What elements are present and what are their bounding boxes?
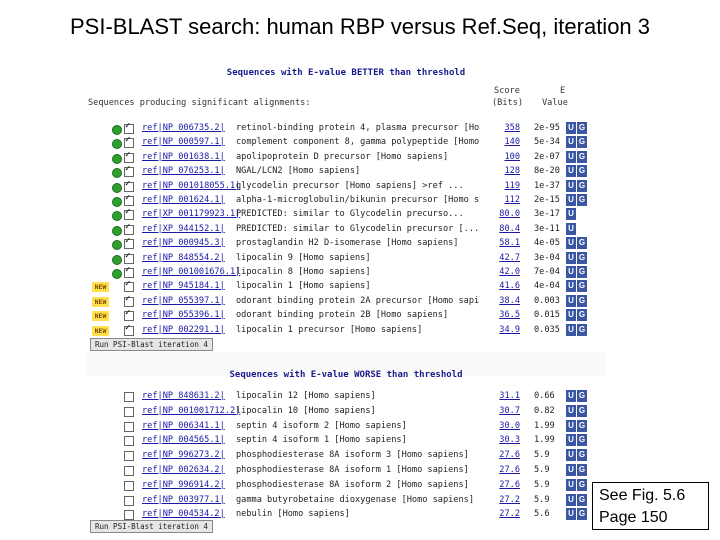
select-checkbox[interactable] <box>124 239 134 249</box>
select-checkbox[interactable] <box>124 496 134 506</box>
e-value: 3e-11 <box>534 223 560 234</box>
score-link[interactable]: 27.2 <box>499 494 520 505</box>
gene-icon[interactable]: G <box>578 420 586 430</box>
gene-icon[interactable]: G <box>578 450 586 460</box>
e-value: 1.99 <box>534 435 555 446</box>
new-badge: NEW <box>92 297 109 307</box>
select-checkbox[interactable] <box>124 124 134 134</box>
accession-link[interactable]: ref|NP_945184.1| <box>142 281 225 292</box>
score-link[interactable]: 27.6 <box>499 479 520 490</box>
status-dot-icon <box>112 269 122 279</box>
result-row <box>86 151 606 165</box>
gene-icon[interactable]: G <box>578 310 586 320</box>
result-row <box>86 266 606 280</box>
caption-line-1: See Fig. 5.6 <box>599 487 686 504</box>
accession-link[interactable]: ref|NP_848554.2| <box>142 252 225 263</box>
new-badge: NEW <box>92 326 109 336</box>
gene-icon[interactable]: G <box>578 238 586 248</box>
description: PREDICTED: similar to Glycodelin precurso... <box>236 209 464 220</box>
status-dot-icon <box>112 125 122 135</box>
e-value: 5.9 <box>534 450 550 461</box>
unigene-icon[interactable]: U <box>566 309 576 321</box>
description: odorant binding protein 2B [Homo sapiens] <box>236 310 449 321</box>
score-link[interactable]: 30.3 <box>499 435 520 446</box>
gene-icon[interactable]: G <box>578 324 586 334</box>
score-link[interactable]: 112 <box>504 195 520 205</box>
e-value: 0.82 <box>534 405 555 416</box>
score-link[interactable]: 140 <box>504 137 520 148</box>
gene-icon[interactable]: G <box>578 180 586 190</box>
accession-link[interactable]: ref|NP_076253.1| <box>142 166 225 177</box>
gene-icon[interactable]: G <box>578 479 586 489</box>
score-link[interactable]: 119 <box>504 180 520 191</box>
caption-line-2: Page 150 <box>599 509 668 526</box>
accession-link[interactable]: ref|NP_996273.2| <box>142 450 225 461</box>
status-dot-icon <box>112 139 122 149</box>
select-checkbox[interactable] <box>124 466 134 476</box>
e-value: 8e-20 <box>534 166 560 177</box>
e-value: 2e-95 <box>534 123 560 133</box>
unigene-icon[interactable]: U <box>566 405 576 417</box>
unigene-icon[interactable]: U <box>566 295 576 307</box>
result-row <box>86 223 606 237</box>
status-dot-icon <box>112 197 122 207</box>
gene-icon[interactable]: G <box>578 465 586 474</box>
result-row <box>86 180 606 194</box>
e-value: 0.035 <box>534 324 560 335</box>
score-link[interactable]: 358 <box>504 123 520 133</box>
unigene-icon[interactable]: U <box>566 449 576 461</box>
gene-icon[interactable]: G <box>578 405 586 415</box>
status-dot-icon <box>112 211 122 221</box>
score-link[interactable]: 41.6 <box>499 281 520 292</box>
accession-link[interactable]: ref|NP_000945.3| <box>142 238 225 249</box>
result-row <box>86 237 606 251</box>
worse-section-header: Sequences with E-value WORSE than threshold <box>229 370 463 380</box>
description: glycodelin precursor [Homo sapiens] >ref ... <box>236 180 464 191</box>
unigene-icon[interactable]: U <box>566 479 576 491</box>
score-link[interactable]: 80.0 <box>499 209 520 220</box>
unigene-icon[interactable]: U <box>566 194 576 206</box>
result-row <box>86 420 606 434</box>
score-link[interactable]: 31.1 <box>499 391 520 401</box>
description: NGAL/LCN2 [Homo sapiens] <box>236 166 361 177</box>
unigene-icon[interactable]: U <box>566 165 576 177</box>
unigene-icon[interactable]: U <box>566 420 576 432</box>
description: lipocalin 8 [Homo sapiens] <box>236 267 371 277</box>
e-value: 7e-04 <box>534 267 560 277</box>
accession-link[interactable]: ref|NP_001638.1| <box>142 151 225 162</box>
description: phosphodiesterase 8A isoform 2 [Homo sapiens] <box>236 479 469 490</box>
select-checkbox[interactable] <box>124 196 134 206</box>
result-row <box>86 122 606 136</box>
result-row <box>86 194 606 208</box>
status-dot-icon <box>112 240 122 250</box>
accession-link[interactable]: ref|NP_055396.1| <box>142 310 225 321</box>
accession-link[interactable]: ref|XP_001179923.1| <box>142 209 241 220</box>
e-value: 1.99 <box>534 420 555 431</box>
e-value: 5.9 <box>534 465 550 475</box>
better-section-header: Sequences with E-value BETTER than threshold <box>226 68 466 78</box>
run-iteration-button[interactable]: Run PSI-Blast iteration 4 <box>90 338 213 351</box>
new-badge: NEW <box>92 311 109 321</box>
e-value: 0.003 <box>534 295 560 306</box>
description: lipocalin 9 [Homo sapiens] <box>236 252 371 263</box>
result-row <box>86 324 606 338</box>
accession-link[interactable]: ref|NP_006341.1| <box>142 420 225 431</box>
accession-link[interactable]: ref|NP_001001712.2| <box>142 405 241 416</box>
score-label: Score <box>494 86 520 96</box>
select-checkbox[interactable] <box>124 268 134 278</box>
score-link[interactable]: 36.5 <box>499 310 520 321</box>
e-value: 4e-05 <box>534 238 560 249</box>
gene-icon[interactable]: G <box>578 267 586 276</box>
score-link[interactable]: 34.9 <box>499 324 520 335</box>
result-row <box>86 280 606 294</box>
gene-icon[interactable]: G <box>578 281 586 291</box>
gene-icon[interactable]: G <box>578 252 586 262</box>
accession-link[interactable]: ref|NP_996914.2| <box>142 479 225 490</box>
status-dot-icon <box>112 168 122 178</box>
status-dot-icon <box>112 154 122 164</box>
unigene-icon[interactable]: U <box>566 180 576 192</box>
gene-icon[interactable]: G <box>578 391 586 400</box>
unigene-icon[interactable]: U <box>566 434 576 446</box>
select-checkbox[interactable] <box>124 182 134 192</box>
result-row <box>86 494 606 508</box>
score-link[interactable]: 100 <box>504 151 520 162</box>
alignments-label: Sequences producing significant alignments: <box>88 98 311 108</box>
accession-link[interactable]: ref|NP_001001676.1| <box>142 267 241 277</box>
select-checkbox[interactable] <box>124 436 134 446</box>
score-link[interactable]: 58.1 <box>499 238 520 249</box>
unigene-icon[interactable]: U <box>566 508 576 520</box>
score-link[interactable]: 38.4 <box>499 295 520 306</box>
gene-icon[interactable]: G <box>578 494 586 504</box>
e-value: 3e-04 <box>534 252 560 263</box>
select-checkbox[interactable] <box>124 167 134 177</box>
score-link[interactable]: 42.0 <box>499 267 520 277</box>
description: phosphodiesterase 8A isoform 1 [Homo sapiens] <box>236 465 469 475</box>
description: complement component 8, gamma polypeptide [Homo <box>236 137 480 148</box>
e-value: 0.66 <box>534 391 555 401</box>
unigene-icon[interactable]: U <box>566 390 576 402</box>
e-value: 2e-07 <box>534 151 560 162</box>
description: retinol-binding protein 4, plasma precursor [Ho <box>236 123 480 133</box>
score-link[interactable]: 80.4 <box>499 223 520 234</box>
description: odorant binding protein 2A precursor [Homo sapi <box>236 295 480 306</box>
description: apolipoprotein D precursor [Homo sapiens] <box>236 151 449 162</box>
result-row <box>86 434 606 448</box>
accession-link[interactable]: ref|NP_001018055.1| <box>142 180 241 191</box>
select-checkbox[interactable] <box>124 510 134 520</box>
unigene-icon[interactable]: U <box>566 494 576 506</box>
run-iteration-button-2[interactable]: Run PSI-Blast iteration 4 <box>90 520 213 533</box>
result-row <box>86 405 606 419</box>
gene-icon[interactable]: G <box>578 123 586 132</box>
accession-link[interactable]: ref|NP_001624.1| <box>142 195 225 205</box>
description: alpha-1-microglobulin/bikunin precursor [Homo s <box>236 195 480 205</box>
description: gamma butyrobetaine dioxygenase [Homo sapiens] <box>236 494 474 505</box>
select-checkbox[interactable] <box>124 407 134 417</box>
e-value: 4e-04 <box>534 281 560 292</box>
description: lipocalin 10 [Homo sapiens] <box>236 405 376 416</box>
description: lipocalin 1 precursor [Homo sapiens] <box>236 324 423 335</box>
description: prostaglandin H2 D-isomerase [Homo sapiens] <box>236 238 459 249</box>
unigene-icon[interactable]: U <box>566 324 576 336</box>
gene-icon[interactable]: G <box>578 195 586 204</box>
gene-icon[interactable]: G <box>578 166 586 176</box>
select-checkbox[interactable] <box>124 326 134 336</box>
result-row <box>86 449 606 463</box>
unigene-icon[interactable]: U <box>566 122 576 134</box>
accession-link[interactable]: ref|NP_004565.1| <box>142 435 225 446</box>
accession-link[interactable]: ref|NP_004534.2| <box>142 509 225 520</box>
e-label: E <box>560 86 566 96</box>
select-checkbox[interactable] <box>124 225 134 235</box>
description: PREDICTED: similar to Glycodelin precursor [... <box>236 223 480 234</box>
bits-label: (Bits) <box>492 98 524 108</box>
score-link[interactable]: 27.6 <box>499 465 520 475</box>
status-dot-icon <box>112 226 122 236</box>
gene-icon[interactable]: G <box>578 151 586 161</box>
score-link[interactable]: 128 <box>504 166 520 177</box>
unigene-icon[interactable]: U <box>566 280 576 292</box>
new-badge: NEW <box>92 282 109 292</box>
gene-icon[interactable]: G <box>578 137 586 147</box>
unigene-icon[interactable]: U <box>566 237 576 249</box>
unigene-icon[interactable]: U <box>566 266 576 278</box>
value-label: Value <box>542 98 568 108</box>
e-value: 3e-17 <box>534 209 560 220</box>
result-row <box>86 464 606 478</box>
e-value: 0.015 <box>534 310 560 321</box>
result-row <box>86 252 606 266</box>
description: septin 4 isoform 2 [Homo sapiens] <box>236 420 407 431</box>
result-row <box>86 309 606 323</box>
unigene-icon[interactable]: U <box>566 136 576 148</box>
select-checkbox[interactable] <box>124 254 134 264</box>
description: lipocalin 1 [Homo sapiens] <box>236 281 371 292</box>
select-checkbox[interactable] <box>124 311 134 321</box>
gene-icon[interactable]: G <box>578 295 586 305</box>
figure-caption <box>592 482 709 530</box>
select-checkbox[interactable] <box>124 392 134 402</box>
description: lipocalin 12 [Homo sapiens] <box>236 391 376 401</box>
select-checkbox[interactable] <box>124 210 134 220</box>
slide-title: PSI-BLAST search: human RBP versus Ref.Seq, iteration 3 <box>69 14 651 39</box>
score-link[interactable]: 30.7 <box>499 405 520 416</box>
e-value: 2e-15 <box>534 195 560 205</box>
blast-results-screenshot <box>86 62 606 540</box>
accession-link[interactable]: ref|NP_002634.2| <box>142 465 225 475</box>
result-row <box>86 208 606 222</box>
accession-link[interactable]: ref|NP_002291.1| <box>142 324 225 335</box>
score-link[interactable]: 27.6 <box>499 450 520 461</box>
score-link[interactable]: 27.2 <box>499 509 520 520</box>
select-checkbox[interactable] <box>124 153 134 163</box>
e-value: 5e-34 <box>534 137 560 148</box>
e-value: 5.9 <box>534 494 550 505</box>
result-row <box>86 479 606 493</box>
gene-icon[interactable]: G <box>578 435 586 445</box>
accession-link[interactable]: ref|NP_055397.1| <box>142 295 225 306</box>
select-checkbox[interactable] <box>124 481 134 491</box>
e-value: 5.6 <box>534 509 550 520</box>
e-value: 1e-37 <box>534 180 560 191</box>
description: septin 4 isoform 1 [Homo sapiens] <box>236 435 407 446</box>
score-link[interactable]: 42.7 <box>499 252 520 263</box>
unigene-icon[interactable]: U <box>566 151 576 163</box>
description: phosphodiesterase 8A isoform 3 [Homo sapiens] <box>236 450 469 461</box>
result-row <box>86 136 606 150</box>
select-checkbox[interactable] <box>124 297 134 307</box>
score-link[interactable]: 30.0 <box>499 420 520 431</box>
select-checkbox[interactable] <box>124 451 134 461</box>
accession-link[interactable]: ref|NP_848631.2| <box>142 391 225 401</box>
result-row <box>86 295 606 309</box>
result-row <box>86 165 606 179</box>
e-value: 5.9 <box>534 479 550 490</box>
status-dot-icon <box>112 183 122 193</box>
description: nebulin [Homo sapiens] <box>236 509 350 520</box>
unigene-icon[interactable]: U <box>566 223 576 235</box>
accession-link[interactable]: ref|NP_006735.2| <box>142 123 225 133</box>
gene-icon[interactable]: G <box>578 509 586 519</box>
result-row <box>86 390 606 404</box>
accession-link[interactable]: ref|NP_003977.1| <box>142 494 225 505</box>
unigene-icon[interactable]: U <box>566 464 576 476</box>
status-dot-icon <box>112 255 122 265</box>
unigene-icon[interactable]: U <box>566 252 576 264</box>
select-checkbox[interactable] <box>124 282 134 292</box>
select-checkbox[interactable] <box>124 138 134 148</box>
accession-link[interactable]: ref|XP_944152.1| <box>142 223 225 234</box>
unigene-icon[interactable]: U <box>566 208 576 220</box>
select-checkbox[interactable] <box>124 422 134 432</box>
accession-link[interactable]: ref|NP_000597.1| <box>142 137 225 148</box>
